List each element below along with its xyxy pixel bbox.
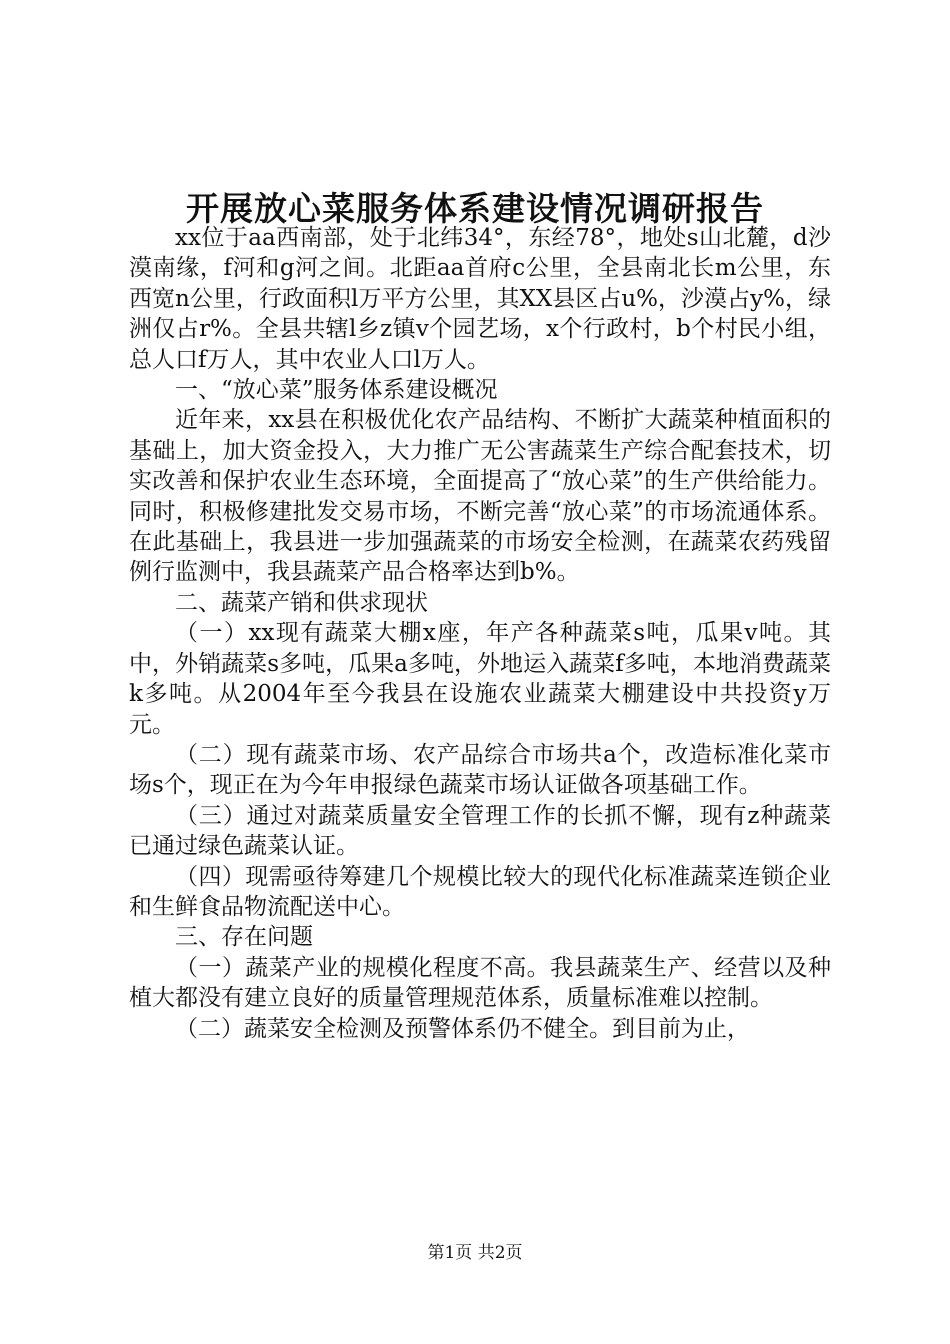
paragraph-problem-2: （二）蔬菜安全检测及预警体系仍不健全。到目前为止， xyxy=(175,1015,750,1042)
paragraph-item-2: （二）现有蔬菜市场、农产品综合市场共a个，改造标准化菜市场s个，现正在为今年申报绿色蔬菜市场认证做各项基础工作。 xyxy=(129,741,831,799)
paragraph-intro: xx位于aa西南部，处于北纬34°，东经78°，地处s山北麓，d沙漠南缘，f河和g河之间。北距aa首府c公里，全县南北长m公里，东西宽n公里，行政面积l万平方公里，其XX县区占u%，沙漠占y%，绿洲仅占r%。全县共辖l乡z镇v个园艺场，x个行政村，b个村民小组，总人口f万人，其中农业人口l万人。 xyxy=(129,225,831,373)
paragraph-problem-1: （一）蔬菜产业的规模化程度不高。我县蔬菜生产、经营以及种植大都没有建立良好的质量管理规范体系，质量标准难以控制。 xyxy=(129,954,831,1012)
paragraph-overview: 近年来，xx县在积极优化农产品结构、不断扩大蔬菜种植面积的基础上，加大资金投入，大力推广无公害蔬菜生产综合配套技术，切实改善和保护农业生态环境，全面提高了“放心菜”的生产供给能力。同时，积极修建批发交易市场，不断完善“放心菜”的市场流通体系。在此基础上，我县进一步加强蔬菜的市场安全检测，在蔬菜农药残留例行监测中，我县蔬菜产品合格率达到b%。 xyxy=(129,407,831,586)
page-number-footer: 第1页 共2页 xyxy=(427,1243,523,1263)
document-body xyxy=(129,223,831,1044)
document-title: 开展放心菜服务体系建设情况调研报告 xyxy=(186,189,764,228)
paragraph-item-1: （一）xx现有蔬菜大棚x座，年产各种蔬菜s吨，瓜果v吨。其中，外销蔬菜s多吨，瓜果a多吨，外地运入蔬菜f多吨，本地消费蔬菜k多吨。从2004年至今我县在设施农业蔬菜大棚建设中共投资y万元。 xyxy=(129,620,831,738)
section-heading-3: 三、存在问题 xyxy=(175,924,313,951)
paragraph-item-3: （三）通过对蔬菜质量安全管理工作的长抓不懈，现有z种蔬菜已通过绿色蔬菜认证。 xyxy=(129,802,831,860)
paragraph-item-4: （四）现需亟待筹建几个规模比较大的现代化标准蔬菜连锁企业和生鲜食品物流配送中心。 xyxy=(129,863,831,920)
section-heading-2: 二、蔬菜产销和供求现状 xyxy=(175,589,428,616)
section-heading-1: 一、“放心菜”服务体系建设概况 xyxy=(175,377,498,404)
